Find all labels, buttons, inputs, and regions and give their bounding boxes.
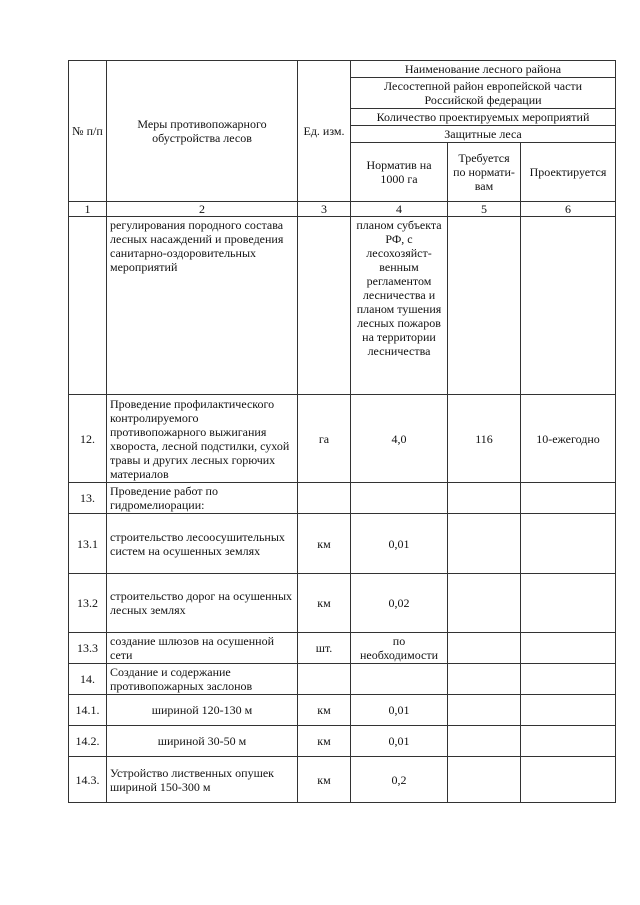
row-num: 13.2	[69, 574, 107, 633]
header-num: № п/п	[69, 61, 107, 202]
row-norm	[351, 483, 448, 514]
row-projected	[521, 217, 616, 395]
row-required	[448, 574, 521, 633]
col-number: 5	[448, 202, 521, 217]
row-measure: строительство лесоосушительных систем на осушенных землях	[107, 514, 298, 574]
header-qty-title: Количество проектируемых мероприятий	[351, 109, 616, 126]
table-row	[69, 757, 616, 803]
col-number: 1	[69, 202, 107, 217]
table-row	[69, 395, 616, 483]
row-unit: шт.	[298, 633, 351, 664]
row-unit	[298, 664, 351, 695]
row-norm: 0,01	[351, 726, 448, 757]
row-required	[448, 757, 521, 803]
row-num: 14.	[69, 664, 107, 695]
row-num: 14.1.	[69, 695, 107, 726]
row-num	[69, 217, 107, 395]
row-unit: га	[298, 395, 351, 483]
row-unit: км	[298, 757, 351, 803]
row-required	[448, 217, 521, 395]
row-num: 14.2.	[69, 726, 107, 757]
row-norm: по необходимости	[351, 633, 448, 664]
row-measure: регулирования породного состава лесных насаждений и проведения санитарно-оздоровительных мероприятий	[107, 217, 298, 395]
row-unit: км	[298, 726, 351, 757]
row-required: 116	[448, 395, 521, 483]
table-row	[69, 664, 616, 695]
col-number: 2	[107, 202, 298, 217]
table-row	[69, 217, 616, 395]
row-num: 13.3	[69, 633, 107, 664]
row-measure: Устройство лиственных опушек шириной 150-300 м	[107, 757, 298, 803]
row-num: 12.	[69, 395, 107, 483]
row-projected	[521, 726, 616, 757]
row-measure: шириной 30-50 м	[107, 726, 298, 757]
row-projected: 10-ежегодно	[521, 395, 616, 483]
row-norm: 0,01	[351, 514, 448, 574]
row-norm: 0,2	[351, 757, 448, 803]
row-required	[448, 633, 521, 664]
header-unit: Ед. изм.	[298, 61, 351, 202]
row-unit	[298, 217, 351, 395]
table-row	[69, 574, 616, 633]
row-required	[448, 726, 521, 757]
row-norm: 0,02	[351, 574, 448, 633]
table-row	[69, 695, 616, 726]
table-row	[69, 726, 616, 757]
header-norm: Норматив на 1000 га	[351, 143, 448, 202]
row-norm: планом субъекта РФ, с лесохозяйст-венным регламентом лесничества и планом тушения лесных пожаров на территории лесничества	[351, 217, 448, 395]
table-row	[69, 633, 616, 664]
row-norm: 0,01	[351, 695, 448, 726]
row-measure: Проведение работ по гидромелиорации:	[107, 483, 298, 514]
row-measure: создание шлюзов на осушенной сети	[107, 633, 298, 664]
row-projected	[521, 757, 616, 803]
row-num: 14.3.	[69, 757, 107, 803]
col-number: 6	[521, 202, 616, 217]
row-num: 13.1	[69, 514, 107, 574]
row-measure: Проведение профилактического контролируемого противопожарного выжигания хвороста, лесной подстилки, сухой травы и других лесных горючих материалов	[107, 395, 298, 483]
row-unit: км	[298, 574, 351, 633]
header-projected: Проектируется	[521, 143, 616, 202]
row-required	[448, 514, 521, 574]
fire-measures-table	[68, 60, 616, 803]
row-norm	[351, 664, 448, 695]
header-region-title: Наименование лесного района	[351, 61, 616, 78]
row-unit	[298, 483, 351, 514]
row-unit: км	[298, 514, 351, 574]
header-required: Требуется по нормати-вам	[448, 143, 521, 202]
row-required	[448, 664, 521, 695]
table-row	[69, 514, 616, 574]
row-required	[448, 695, 521, 726]
table-row	[69, 483, 616, 514]
header-region-name: Лесостепной район европейской части Российской федерации	[351, 78, 616, 109]
col-number: 3	[298, 202, 351, 217]
row-num: 13.	[69, 483, 107, 514]
row-projected	[521, 574, 616, 633]
header-measures: Меры противопожарного обустройства лесов	[107, 61, 298, 202]
row-unit: км	[298, 695, 351, 726]
row-measure: шириной 120-130 м	[107, 695, 298, 726]
row-measure: строительство дорог на осушенных лесных землях	[107, 574, 298, 633]
row-projected	[521, 514, 616, 574]
row-projected	[521, 664, 616, 695]
row-required	[448, 483, 521, 514]
col-number: 4	[351, 202, 448, 217]
row-norm: 4,0	[351, 395, 448, 483]
row-projected	[521, 633, 616, 664]
row-measure: Создание и содержание противопожарных заслонов	[107, 664, 298, 695]
row-projected	[521, 695, 616, 726]
header-forest-type: Защитные леса	[351, 126, 616, 143]
row-projected	[521, 483, 616, 514]
